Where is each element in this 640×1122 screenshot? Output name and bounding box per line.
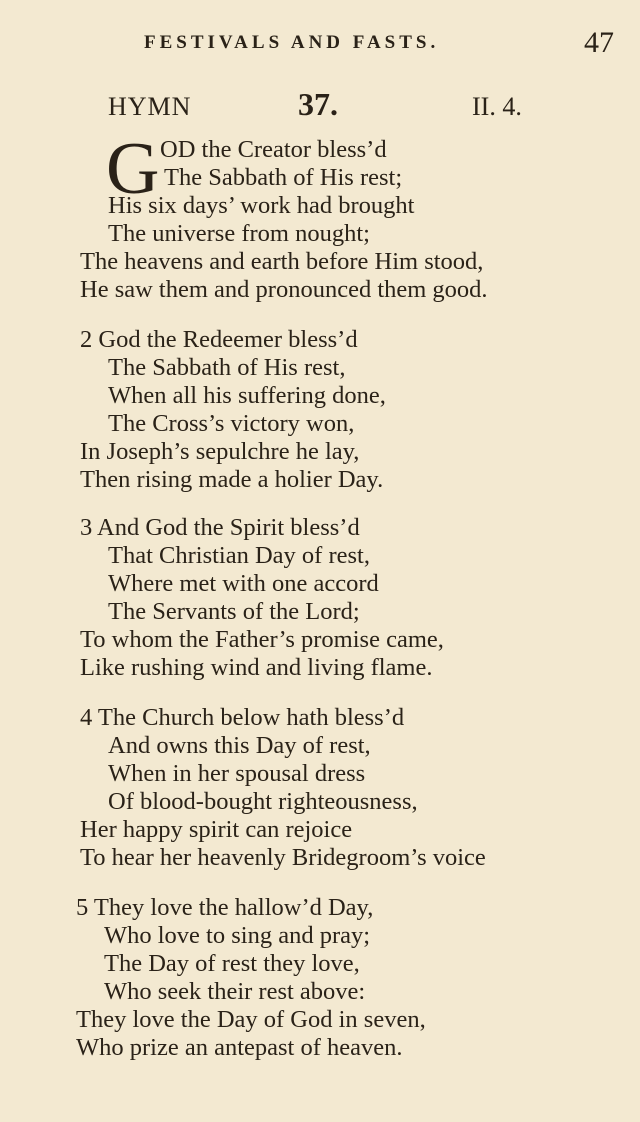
verse-line: To hear her heavenly Bridegroom’s voice xyxy=(80,844,486,871)
verse-line: OD the Creator bless’d xyxy=(160,136,387,163)
verse-line: When in her spousal dress xyxy=(108,760,366,787)
verse-line: The Cross’s victory won, xyxy=(108,410,355,437)
verse-line: The Day of rest they love, xyxy=(104,950,360,977)
verse-line: And owns this Day of rest, xyxy=(108,732,371,759)
verse-line: When all his suffering done, xyxy=(108,382,386,409)
verse-line: The universe from nought; xyxy=(108,220,370,247)
verse-line: Who love to sing and pray; xyxy=(104,922,371,949)
verse-line: 3 And God the Spirit bless’d xyxy=(80,514,360,541)
verse-line: The heavens and earth before Him stood, xyxy=(80,248,484,275)
verse-line: Who seek their rest above: xyxy=(104,978,366,1005)
verse-line: His six days’ work had brought xyxy=(108,192,415,219)
verse-line: Of blood-bought righteousness, xyxy=(108,788,418,815)
hymn-meter: II. 4. xyxy=(472,92,522,121)
verse-line: The Sabbath of His rest, xyxy=(108,354,346,381)
verse-line: To whom the Father’s promise came, xyxy=(80,626,444,653)
running-title: FESTIVALS AND FASTS. xyxy=(144,32,440,53)
verse-line: He saw them and pronounced them good. xyxy=(80,276,488,303)
verse-line: The Servants of the Lord; xyxy=(108,598,360,625)
verse-line: The Sabbath of His rest; xyxy=(164,164,403,191)
verse-line: Like rushing wind and living flame. xyxy=(80,654,433,681)
verse-line: That Christian Day of rest, xyxy=(108,542,370,569)
verse-line: Where met with one accord xyxy=(108,570,379,597)
hymn-label: HYMN xyxy=(108,92,192,121)
verse-line: Then rising made a holier Day. xyxy=(80,466,384,493)
verse-line: Her happy spirit can rejoice xyxy=(80,816,353,843)
verse-line: 4 The Church below hath bless’d xyxy=(80,704,405,731)
page-number: 47 xyxy=(584,26,614,59)
verse-line: 5 They love the hallow’d Day, xyxy=(76,894,374,921)
drop-cap: G xyxy=(106,128,160,210)
verse-line: They love the Day of God in seven, xyxy=(76,1006,426,1033)
verse-line: 2 God the Redeemer bless’d xyxy=(80,326,358,353)
verse-line: Who prize an antepast of heaven. xyxy=(76,1034,403,1061)
verse-line: In Joseph’s sepulchre he lay, xyxy=(80,438,360,465)
hymn-number: 37. xyxy=(298,86,338,122)
